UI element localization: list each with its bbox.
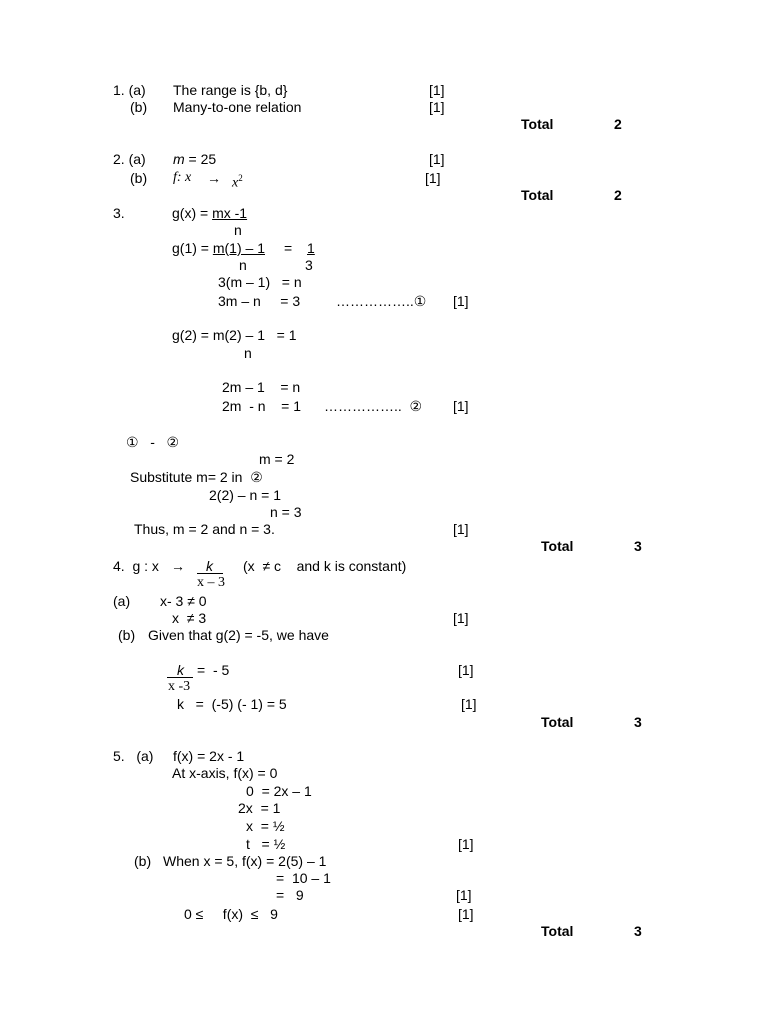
q1-number: 1. (a) [113, 82, 146, 98]
q3-line2-numerator: m(1) – 1 [212, 240, 265, 256]
q2b-func: f: x [173, 170, 192, 185]
q4b-mark2: [1] [461, 696, 477, 712]
q1b-answer: Many-to-one relation [173, 99, 302, 115]
q5a-mark: [1] [458, 836, 474, 852]
q2a-answer [173, 151, 216, 167]
q4b-fraction-bar [167, 677, 193, 678]
q3-line1 [172, 205, 247, 221]
q2a-mark: [1] [429, 151, 445, 167]
q3-line1-denominator: n [234, 222, 242, 238]
q3-line13-mark: [1] [453, 521, 469, 537]
q4b-label: (b) [118, 627, 136, 643]
q2a-var: m [173, 151, 185, 167]
q4-header-numerator: k [206, 558, 213, 574]
q3-line5-denominator: n [244, 345, 252, 361]
q2b-square [232, 170, 243, 192]
q3-line13: Thus, m = 2 and n = 3. [134, 521, 275, 537]
q5a-line4: 2x = 1 [238, 800, 281, 816]
q3-line6: 2m – 1 = n [222, 379, 301, 395]
q3-total-label: Total [541, 538, 574, 554]
arrow-icon: → [207, 170, 221, 186]
q2b-x: x [232, 175, 239, 191]
q3-line10: Substitute m= 2 in ② [130, 469, 263, 485]
q4b-denominator: x -3 [168, 679, 191, 694]
q4b-text: Given that g(2) = -5, we have [148, 627, 329, 643]
q4b-equation: = - 5 [197, 662, 230, 678]
q2-number: 2. (a) [113, 151, 146, 167]
q3-line9: m = 2 [259, 451, 295, 467]
q3-line2-equals: = [284, 240, 293, 256]
q5-total-label: Total [541, 923, 574, 939]
q2b-exponent: 2 [238, 173, 243, 183]
q2-total-value: 2 [614, 187, 622, 203]
q1b-mark: [1] [429, 99, 445, 115]
q3-number: 3. [113, 205, 125, 221]
q3-line7: 2m - n = 1 [222, 398, 301, 414]
q5-total-value: 3 [634, 923, 642, 939]
q3-line4-dots: ……………..① [336, 293, 427, 309]
q5b-mark2: [1] [458, 906, 474, 922]
q1b-label: (b) [130, 99, 148, 115]
q4-header-fraction-bar [197, 573, 223, 574]
q5b-mark1: [1] [456, 887, 472, 903]
q1a-answer: The range is {b, d} [173, 82, 288, 98]
q3-line2-denominator: n [239, 257, 247, 273]
q3-line2-fraction-denominator: 3 [305, 257, 313, 273]
q3-line7-dots: …………….. ② [324, 398, 423, 414]
arrow-icon: → [171, 558, 185, 574]
q4-total-label: Total [541, 714, 574, 730]
q4-total-value: 3 [634, 714, 642, 730]
q1a-mark: [1] [429, 82, 445, 98]
q3-line4-mark: [1] [453, 293, 469, 309]
q5b-line4: 0 ≤ f(x) ≤ 9 [184, 906, 278, 922]
q5b-label: (b) [134, 853, 152, 869]
q5a-line3: 0 = 2x – 1 [246, 783, 312, 799]
q4-header-condition: (x ≠ c and k is constant) [243, 558, 407, 574]
q3-line5: g(2) = m(2) – 1 = 1 [172, 327, 297, 343]
q4b-mark1: [1] [458, 662, 474, 678]
q3-line1-lhs: g(x) = [172, 205, 213, 221]
q4b-numerator: k [177, 662, 184, 678]
q4b-line3: k = (-5) (- 1) = 5 [177, 696, 287, 712]
q4-header-denominator: x – 3 [197, 575, 225, 590]
q5-number: 5. (a) [113, 748, 154, 764]
q2b-label: (b) [130, 170, 148, 186]
q5b-line2: = 10 – 1 [276, 870, 331, 886]
q3-line2 [172, 240, 265, 256]
q2a-rest: = 25 [184, 151, 217, 167]
q3-line7-mark: [1] [453, 398, 469, 414]
q5a-line2: At x-axis, f(x) = 0 [172, 765, 278, 781]
q4a-mark: [1] [453, 610, 469, 626]
q5b-line1: When x = 5, f(x) = 2(5) – 1 [163, 853, 327, 869]
q3-line8: ① - ② [126, 434, 180, 450]
q3-total-value: 3 [634, 538, 642, 554]
q2b-mark: [1] [425, 170, 441, 186]
q3-line3: 3(m – 1) = n [218, 274, 302, 290]
q3-line12: n = 3 [270, 504, 302, 520]
q5a-line1: f(x) = 2x - 1 [173, 748, 245, 764]
q4a-line1: x- 3 ≠ 0 [160, 593, 207, 609]
q3-line2-lhs: g(1) = [172, 240, 213, 256]
q5a-line6: t = ½ [246, 836, 286, 852]
q1-total-value: 2 [614, 116, 622, 132]
q2-total-label: Total [521, 187, 554, 203]
q3-line4: 3m – n = 3 [218, 293, 301, 309]
q3-line2-fraction-numerator: 1 [307, 240, 315, 256]
q4a-line2: x ≠ 3 [172, 610, 207, 626]
q1-total-label: Total [521, 116, 554, 132]
q3-line1-numerator: mx -1 [212, 205, 248, 221]
q5b-line3: = 9 [276, 887, 304, 903]
q4a-label: (a) [113, 593, 131, 609]
q4-header: 4. g : x [113, 558, 159, 574]
q5a-line5: x = ½ [246, 818, 285, 834]
q3-line11: 2(2) – n = 1 [209, 487, 281, 503]
